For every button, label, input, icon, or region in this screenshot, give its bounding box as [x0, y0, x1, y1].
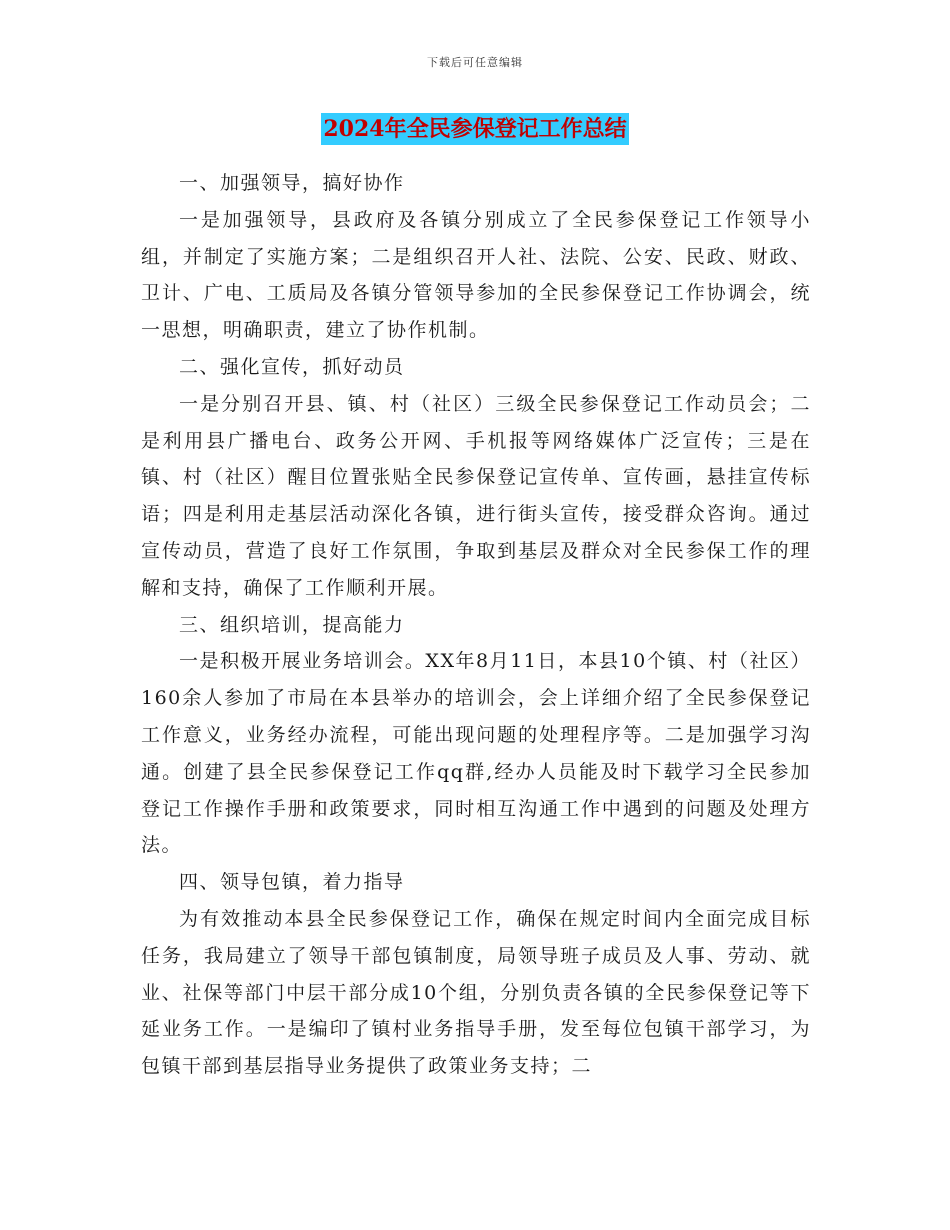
section-heading-4: 四、领导包镇，着力指导: [179, 871, 405, 894]
title-container: [0, 113, 950, 145]
header-note: 下载后可任意编辑: [427, 56, 523, 69]
paragraph-2: 一是分别召开县、镇、村（社区）三级全民参保登记工作动员会；二是利用县广播电台、政务公开网、手机报等网络媒体广泛宣传；三是在镇、村（社区）醒目位置张贴全民参保登记宣传单、宣传画，悬挂宣传标语；四是利用走基层活动深化各镇，进行街头宣传，接受群众咨询。通过宣传动员，营造了良好工作氛围，争取到基层及群众对全民参保工作的理解和支持，确保了工作顺利开展。: [141, 392, 811, 599]
section-heading-2: 二、强化宣传，抓好动员: [179, 355, 405, 378]
section-heading-1: 一、加强领导，搞好协作: [179, 172, 405, 194]
document-body: [141, 165, 811, 1085]
paragraph-4: 为有效推动本县全民参保登记工作，确保在规定时间内全面完成目标任务，我局建立了领导干部包镇制度，局领导班子成员及人事、劳动、就业、社保等部门中层干部分成10个组，分别负责各镇的全民参保登记等下延业务工作。一是编印了镇村业务指导手册，发至每位包镇干部学习，为包镇干部到基层指导业务提供了政策业务支持；二: [141, 907, 811, 1078]
document-title: 2024年全民参保登记工作总结: [321, 113, 628, 145]
paragraph-3: 一是积极开展业务培训会。XX年8月11日，本县10个镇、村（社区）160余人参加了市局在本县举办的培训会，会上详细介绍了全民参保登记工作意义，业务经办流程，可能出现问题的处理程序等。二是加强学习沟通。创建了县全民参保登记工作qq群,经办人员能及时下载学习全民参加登记工作操作手册和政策要求，同时相互沟通工作中遇到的问题及处理方法。: [141, 650, 811, 857]
section-heading-3: 三、组织培训，提高能力: [179, 613, 405, 636]
paragraph-1: 一是加强领导，县政府及各镇分别成立了全民参保登记工作领导小组，并制定了实施方案；二是组织召开人社、法院、公安、民政、财政、卫计、广电、工质局及各镇分管领导参加的全民参保登记工作协调会，统一思想，明确职责，建立了协作机制。: [141, 208, 811, 342]
